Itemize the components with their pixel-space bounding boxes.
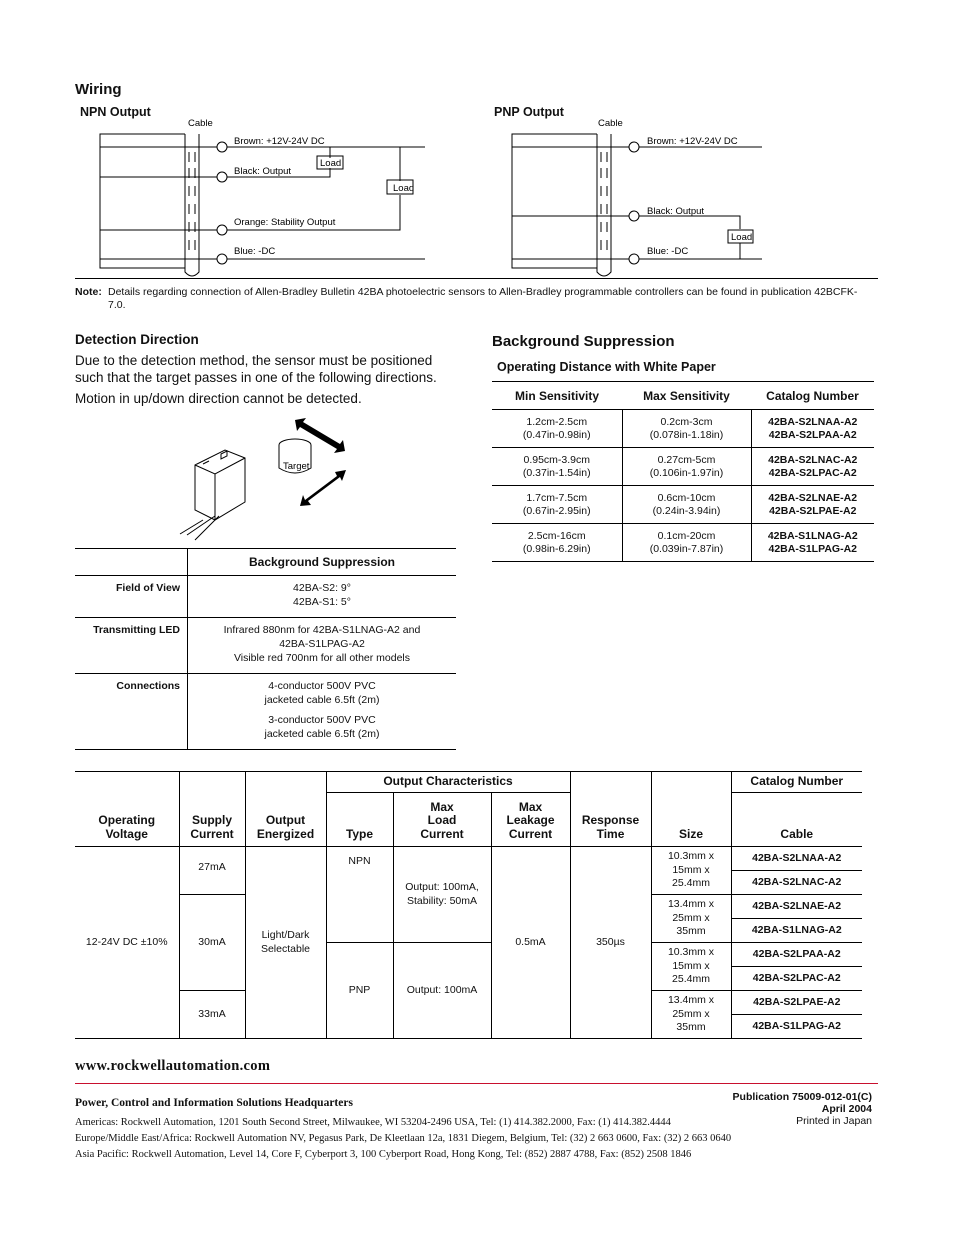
spec-label-connections: Connections — [75, 674, 188, 750]
product-selection-table — [75, 771, 862, 1039]
cell-line: Stability: 50mA — [406, 894, 478, 907]
cell-line: 35mm — [676, 925, 706, 938]
max-sensitivity-cell — [622, 448, 751, 486]
header-output-characteristics: Output Characteristics — [326, 772, 570, 793]
website-link[interactable]: www.rockwellautomation.com — [75, 1058, 271, 1074]
table-row — [492, 448, 874, 486]
cell-line: 0.27cm-5cm — [657, 453, 716, 466]
min-sensitivity-cell — [492, 524, 622, 562]
npn-wire-blue: Blue: -DC — [234, 246, 276, 257]
publication-info — [733, 1091, 872, 1127]
catalog-cell: 42BA-S2LNAE-A2 — [731, 895, 862, 919]
header-max-leakage-current — [491, 793, 570, 847]
cell-line: 42BA-S2LPAC-A2 — [768, 466, 857, 479]
background-suppression-heading: Background Suppression — [492, 333, 675, 350]
address-asia-pacific: Asia Pacific: Rockwell Automation, Level 14, Core F, Cyberport 3, 100 Cyberport Road, Hong Kong, Tel: (852) 2887 4788, Fax: (852) 2508 1846 — [75, 1149, 692, 1160]
type-npn-cell: NPN — [326, 847, 393, 943]
catalog-cell: 42BA-S2LPAE-A2 — [731, 991, 862, 1015]
size-cell — [651, 991, 731, 1039]
catalog-number-cell — [751, 410, 874, 448]
spec-value-line: 4-conductor 500V PVC — [268, 680, 376, 692]
type-pnp-cell: PNP — [326, 943, 393, 1039]
spec-value-transmitting-led — [188, 618, 457, 674]
cell-line: (0.37in-1.54in) — [522, 466, 591, 479]
cell-line: 0.6cm-10cm — [657, 491, 716, 504]
header-max-load-current — [393, 793, 491, 847]
spec-value-line: Infrared 880nm for 42BA-S1LNAG-A2 and — [223, 624, 421, 636]
size-cell — [651, 895, 731, 943]
max-sensitivity-cell — [622, 486, 751, 524]
address-emea: Europe/Middle East/Africa: Rockwell Automation NV, Pegasus Park, De Kleetlaan 12a, 1831 Diegem, Belgium, Tel: (32) 2 663 0600, Fax: (32) 2 663 0640 — [75, 1133, 732, 1144]
detection-direction-heading: Detection Direction — [75, 332, 199, 347]
npn-load-2: Load — [393, 183, 415, 194]
spec-value-line: 42BA-S1: 5° — [293, 596, 351, 608]
target-label: Target — [283, 461, 310, 472]
npn-wiring-diagram — [95, 112, 435, 277]
header-cable: Cable — [731, 793, 862, 847]
address-americas: Americas: Rockwell Automation, 1201 South Second Street, Milwaukee, WI 53204-2496 USA, Tel: (1) 414.382.2000, Fax: (1) 414.382.4444 — [75, 1117, 671, 1128]
cell-line: 0.95cm-3.9cm — [523, 453, 591, 466]
npn-wire-brown: Brown: +12V-24V DC — [234, 136, 325, 147]
catalog-cell: 42BA-S2LNAA-A2 — [731, 847, 862, 871]
pnp-wire-brown: Brown: +12V-24V DC — [647, 136, 738, 147]
cell-line: 1.2cm-2.5cm — [526, 415, 588, 428]
spec-value-connections — [188, 674, 457, 750]
cell-line: Output: 100mA, — [405, 881, 479, 893]
spec-table-corner — [75, 549, 188, 576]
spec-value-field-of-view — [188, 576, 457, 618]
cell-line: 1.7cm-7.5cm — [526, 491, 588, 504]
cell-line: 13.4mm x — [667, 994, 715, 1007]
cell-line: (0.47in-0.98in) — [522, 428, 591, 441]
spec-value-line: 3-conductor 500V PVC — [268, 714, 376, 726]
cell-line: Selectable — [260, 942, 311, 955]
table-row — [492, 486, 874, 524]
header-output-energized — [245, 772, 326, 847]
table-row — [75, 847, 862, 871]
cell-line: 0.1cm-20cm — [657, 529, 716, 542]
note-text: Details regarding connection of Allen-Bradley Bulletin 42BA photoelectric sensors to Allen-Bradley programmable controllers can be found in publication 42BCFK-7.0. — [108, 286, 858, 311]
spec-label-field-of-view: Field of View — [75, 576, 188, 618]
table-row — [75, 618, 456, 674]
background-suppression-spec-table — [75, 548, 456, 750]
cell-line: 42BA-S2LNAE-A2 — [768, 491, 858, 504]
cell-line: 42BA-S1LNAG-A2 — [767, 529, 858, 542]
printed-in: Printed in Japan — [796, 1115, 872, 1127]
cell-line: 25mm x — [672, 1007, 710, 1020]
cell-line: (0.078in-1.18in) — [649, 428, 724, 441]
spec-value-line: 42BA-S1LPAG-A2 — [279, 638, 365, 650]
header-line: Current — [190, 826, 234, 841]
note-label: Note: — [75, 286, 102, 298]
npn-wire-orange: Orange: Stability Output — [234, 217, 336, 228]
cell-line: (0.039in-7.87in) — [649, 542, 724, 555]
table-row — [492, 410, 874, 448]
catalog-cell: 42BA-S1LPAG-A2 — [731, 1015, 862, 1039]
cell-line: 15mm x — [672, 863, 710, 876]
detection-paragraph-2: Motion in up/down direction cannot be detected. — [75, 391, 362, 406]
max-load-pnp-cell: Output: 100mA — [393, 943, 491, 1039]
header-line: Time — [596, 826, 625, 841]
cell-line: 25mm x — [672, 911, 710, 924]
table-row — [75, 576, 456, 618]
col-max-sensitivity: Max Sensitivity — [622, 382, 751, 410]
npn-cable-label: Cable — [188, 118, 213, 129]
npn-output-title: NPN Output — [80, 105, 151, 119]
size-cell — [651, 847, 731, 895]
detection-direction-illustration — [175, 410, 355, 542]
header-line: Current — [420, 826, 464, 841]
col-catalog-number: Catalog Number — [751, 382, 874, 410]
cell-line: 0.2cm-3cm — [660, 415, 713, 428]
header-line: Max — [430, 799, 454, 814]
max-leakage-cell: 0.5mA — [491, 847, 570, 1039]
catalog-cell: 42BA-S2LPAA-A2 — [731, 943, 862, 967]
footer-divider — [75, 1083, 878, 1084]
min-sensitivity-cell — [492, 410, 622, 448]
cell-line: 10.3mm x — [667, 850, 715, 863]
cell-line: 42BA-S2LPAA-A2 — [768, 428, 857, 441]
catalog-number-cell — [751, 448, 874, 486]
cell-line: 25.4mm — [672, 973, 710, 986]
publication-number: Publication 75009-012-01(C) — [732, 1091, 872, 1103]
wiring-divider — [75, 278, 878, 279]
publication-date: April 2004 — [821, 1103, 872, 1115]
cell-line: 42BA-S2LPAE-A2 — [769, 504, 857, 517]
pnp-output-title: PNP Output — [494, 105, 564, 119]
cell-line: (0.106in-1.97in) — [649, 466, 724, 479]
header-catalog-number: Catalog Number — [731, 772, 862, 793]
supply-current-cell: 33mA — [179, 991, 245, 1039]
header-line: Output — [265, 813, 306, 827]
header-line: Energized — [256, 826, 315, 841]
max-load-npn-cell — [393, 847, 491, 943]
cell-line: 2.5cm-16cm — [527, 529, 586, 542]
cell-line: 10.3mm x — [667, 946, 715, 959]
cell-line: 35mm — [676, 1021, 706, 1034]
cell-line: 42BA-S1LPAG-A2 — [768, 542, 857, 555]
header-line: Max — [518, 799, 543, 814]
catalog-cell: 42BA-S2LPAC-A2 — [731, 967, 862, 991]
cell-line: (0.67in-2.95in) — [522, 504, 591, 517]
catalog-cell: 42BA-S1LNAG-A2 — [731, 919, 862, 943]
spec-value-line: jacketed cable 6.5ft (2m) — [264, 728, 380, 740]
pnp-wiring-diagram — [507, 112, 772, 277]
output-energized-cell — [245, 847, 326, 1039]
response-time-cell: 350µs — [570, 847, 651, 1039]
pnp-wire-black: Black: Output — [647, 206, 705, 217]
header-operating-voltage — [75, 772, 179, 847]
cell-line: (0.98in-6.29in) — [522, 542, 591, 555]
min-sensitivity-cell — [492, 486, 622, 524]
cell-line: 15mm x — [672, 959, 710, 972]
max-sensitivity-cell — [622, 410, 751, 448]
header-line: Leakage — [506, 813, 555, 827]
max-sensitivity-cell — [622, 524, 751, 562]
cell-line: Light/Dark — [261, 929, 310, 941]
npn-wire-black: Black: Output — [234, 166, 292, 177]
size-cell — [651, 943, 731, 991]
detection-paragraph-1: Due to the detection method, the sensor must be positioned such that the target passes in one of the following directions. — [75, 353, 437, 385]
col-min-sensitivity: Min Sensitivity — [492, 382, 622, 410]
cell-line: 25.4mm — [672, 877, 710, 890]
cell-line: 13.4mm x — [667, 898, 715, 911]
spec-value-line: Visible red 700nm for all other models — [233, 652, 411, 664]
operating-voltage-cell: 12-24V DC ±10% — [75, 847, 179, 1039]
header-line: Response — [581, 813, 640, 827]
header-line: Operating — [98, 813, 156, 827]
header-line: Voltage — [105, 826, 148, 841]
cell-line: 42BA-S2LNAA-A2 — [768, 415, 858, 428]
supply-current-cell: 27mA — [179, 847, 245, 895]
pnp-wire-blue: Blue: -DC — [647, 246, 689, 257]
header-line: Load — [427, 813, 457, 827]
operating-distance-subtitle: Operating Distance with White Paper — [497, 360, 716, 374]
pnp-cable-label: Cable — [598, 118, 623, 129]
supply-current-cell: 30mA — [179, 895, 245, 991]
npn-load-1: Load — [320, 158, 342, 169]
wiring-note — [75, 286, 865, 312]
catalog-cell: 42BA-S2LNAC-A2 — [731, 871, 862, 895]
spec-table-header: Background Suppression — [188, 549, 457, 576]
header-line: Current — [508, 826, 553, 841]
header-line: Supply — [191, 813, 232, 827]
wiring-heading: Wiring — [75, 81, 122, 98]
spec-label-transmitting-led: Transmitting LED — [75, 618, 188, 674]
catalog-number-cell — [751, 486, 874, 524]
min-sensitivity-cell — [492, 448, 622, 486]
spec-value-line: 42BA-S2: 9° — [293, 582, 351, 594]
catalog-number-cell — [751, 524, 874, 562]
header-response-time — [570, 772, 651, 847]
header-supply-current — [179, 772, 245, 847]
cell-line: 42BA-S2LNAC-A2 — [768, 453, 858, 466]
header-type: Type — [326, 793, 393, 847]
cell-line: (0.24in-3.94in) — [652, 504, 721, 517]
header-size: Size — [651, 772, 731, 847]
pnp-load-1: Load — [731, 232, 753, 243]
operating-distance-table — [492, 381, 874, 562]
table-row — [75, 674, 456, 750]
table-row — [492, 524, 874, 562]
headquarters-title: Power, Control and Information Solutions Headquarters — [75, 1097, 353, 1109]
spec-value-line: jacketed cable 6.5ft (2m) — [264, 694, 380, 706]
